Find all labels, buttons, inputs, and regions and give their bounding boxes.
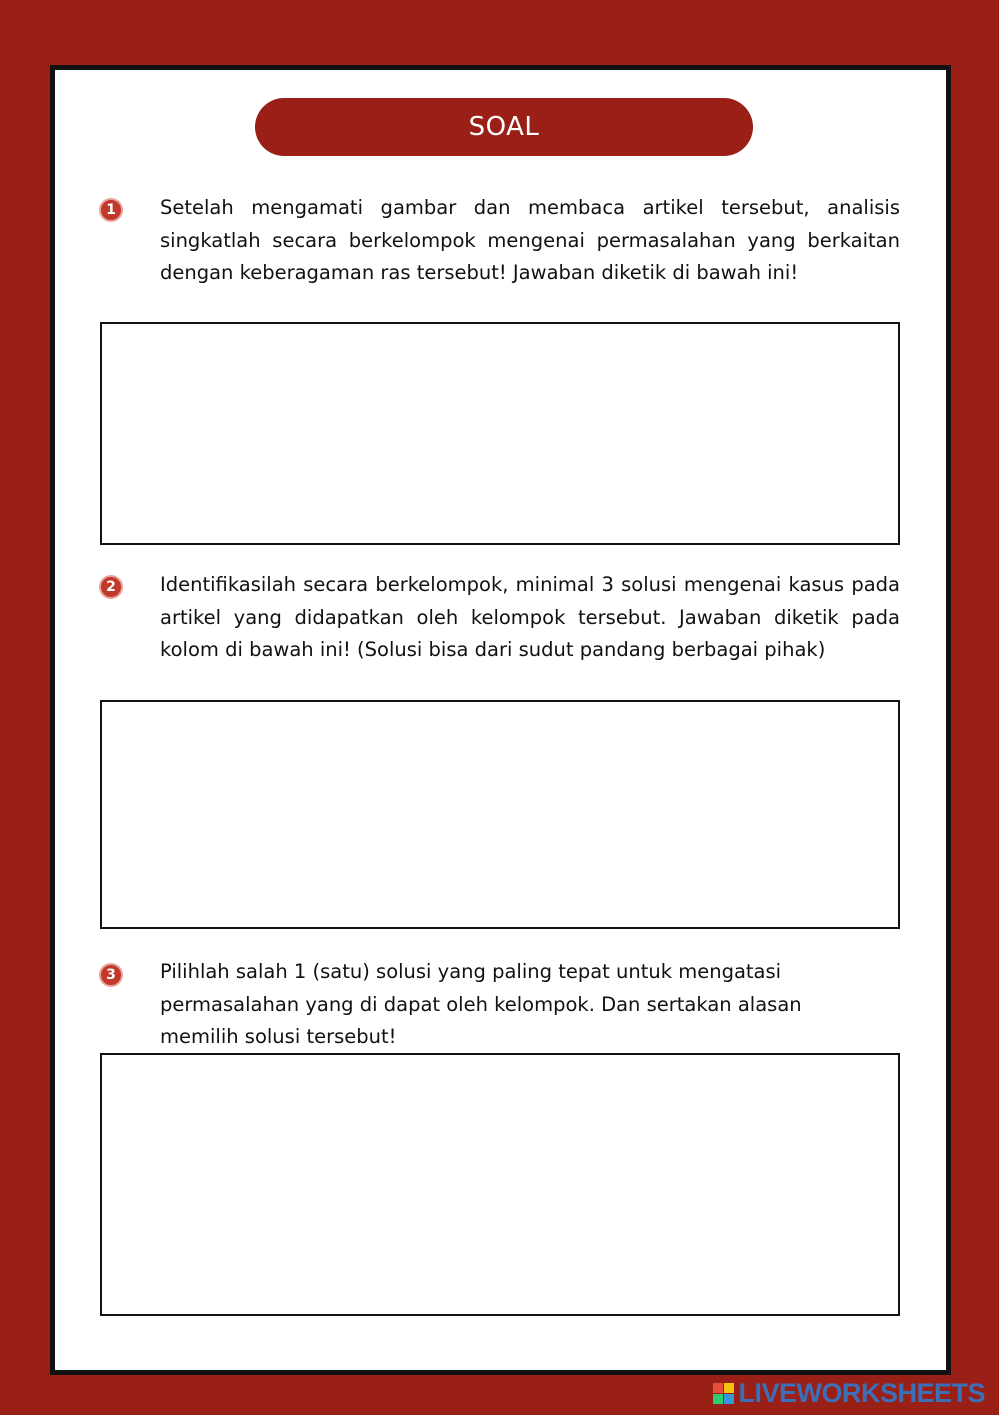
liveworksheets-brand xyxy=(713,1378,985,1409)
answer-box-3[interactable] xyxy=(100,1053,900,1316)
question-2-text: Identifikasilah secara berkelompok, minimal 3 solusi mengenai kasus pada artikel yang didapatkan oleh kelompok tersebut. Jawaban diketik pada kolom di bawah ini! (Solusi bisa dari sudut pandang berbagai pihak) xyxy=(160,573,900,661)
brand-name: LIVEWORKSHEETS xyxy=(738,1378,985,1408)
question-1-number-badge: 1 xyxy=(99,198,123,222)
answer-box-2[interactable] xyxy=(100,700,900,929)
question-1-text: Setelah mengamati gambar dan membaca artikel tersebut, analisis singkatlah secara berkelompok mengenai permasalahan yang berkaitan dengan keberagaman ras tersebut! Jawaban diketik di bawah ini! xyxy=(160,196,900,284)
page-title: SOAL xyxy=(255,98,753,156)
question-3-text: Pilihlah salah 1 (satu) solusi yang paling tepat untuk mengatasi permasalahan yang di dapat oleh kelompok. Dan sertakan alasan memilih solusi tersebut! xyxy=(160,960,802,1048)
question-2-number-badge: 2 xyxy=(99,575,123,599)
liveworksheets-logo-icon xyxy=(713,1383,734,1404)
worksheet-page xyxy=(50,65,951,1375)
answer-box-1[interactable] xyxy=(100,322,900,545)
question-3-number-badge: 3 xyxy=(99,963,123,987)
